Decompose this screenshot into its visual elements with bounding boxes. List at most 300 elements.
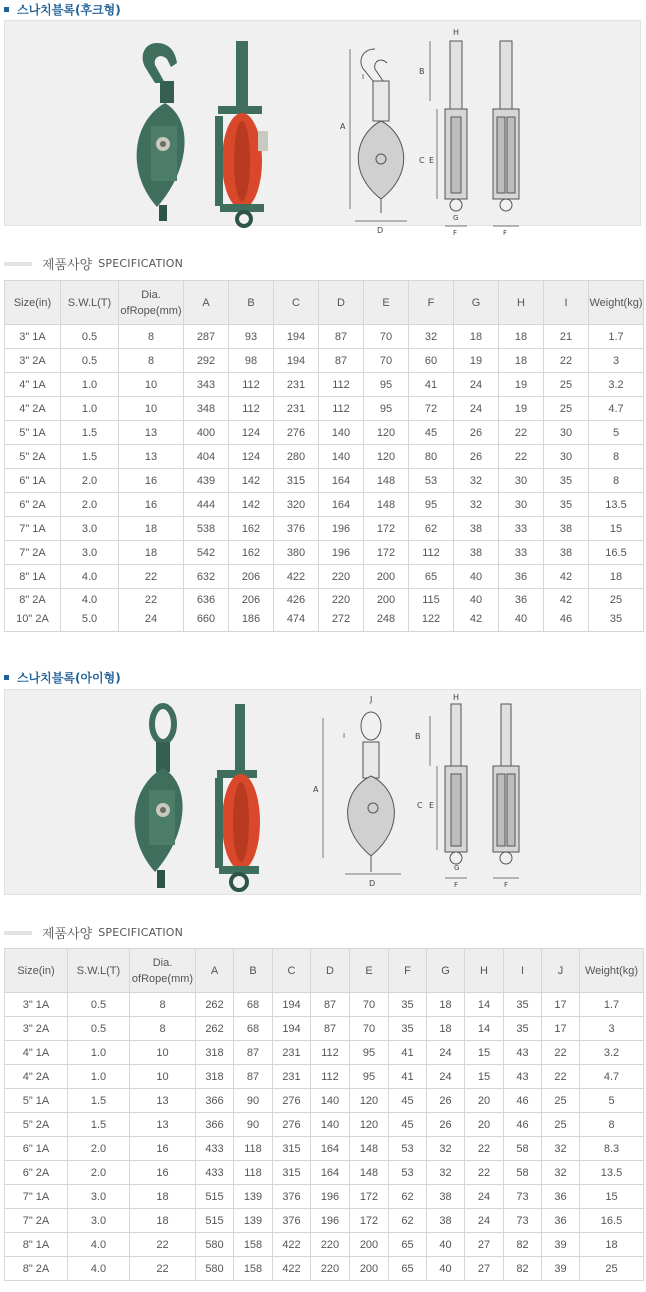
table-cell: 4.0	[61, 565, 119, 589]
table-cell: 124	[229, 421, 274, 445]
table-cell: 1.0	[61, 373, 119, 397]
table-cell: 15	[580, 1185, 644, 1209]
column-header-text: Rope(mm)	[141, 972, 194, 985]
table-cell: 82	[504, 1257, 542, 1281]
table-cell: 40	[454, 565, 499, 589]
table-cell: 158	[234, 1233, 273, 1257]
table-cell: 3" 1A	[5, 993, 68, 1017]
table-cell: 10	[130, 1065, 196, 1089]
table-cell: 5" 2A	[5, 1113, 68, 1137]
hook-spec-table	[4, 280, 644, 632]
spec-heading-ko: 제품사양	[42, 258, 93, 273]
column-header-text: Size(in)	[17, 964, 55, 977]
table-cell: 220	[319, 565, 364, 589]
table-cell: 32	[454, 469, 499, 493]
table-cell: 32	[542, 1161, 580, 1185]
table-cell: 6" 2A	[5, 1161, 68, 1185]
table-cell: 231	[273, 1041, 311, 1065]
table-cell: 422	[274, 565, 319, 589]
table-cell: 13	[119, 445, 184, 469]
table-cell: 2.0	[68, 1137, 130, 1161]
table-cell: 27	[465, 1257, 504, 1281]
table-cell: 4.0	[68, 1233, 130, 1257]
table-cell: 42	[544, 565, 589, 589]
table-cell: 53	[389, 1137, 427, 1161]
table-cell: 1.0	[61, 397, 119, 421]
table-cell: 148	[350, 1161, 389, 1185]
table-cell: 18	[454, 325, 499, 349]
table-cell: 140	[319, 445, 364, 469]
table-cell: 39	[542, 1257, 580, 1281]
column-header	[350, 949, 389, 993]
hook-block-photo-side	[215, 41, 268, 226]
column-header-text: E	[382, 296, 390, 309]
table-cell: 3	[589, 349, 644, 373]
table-cell: 16	[119, 469, 184, 493]
table-cell: 24	[465, 1185, 504, 1209]
column-header-text: F	[404, 964, 411, 977]
table-row	[5, 1137, 644, 1161]
dim-label-A: A	[313, 785, 319, 794]
table-row	[5, 445, 644, 469]
table-cell: 194	[274, 349, 319, 373]
table-cell: 46	[504, 1089, 542, 1113]
table-cell: 1.5	[68, 1113, 130, 1137]
table-row	[5, 993, 644, 1017]
table-cell: 4.0	[68, 1257, 130, 1281]
column-header	[234, 949, 273, 993]
table-cell: 24	[465, 1209, 504, 1233]
table-cell: 18	[427, 993, 465, 1017]
column-header	[544, 281, 589, 325]
table-cell: 315	[273, 1137, 311, 1161]
table-cell: 70	[350, 993, 389, 1017]
table-cell: 8" 2A	[5, 1257, 68, 1281]
column-header	[68, 949, 130, 993]
table-cell: 7" 1A	[5, 1185, 68, 1209]
table-cell: 164	[319, 469, 364, 493]
column-header	[229, 281, 274, 325]
column-header-text: H	[517, 296, 525, 309]
table-cell: 1.7	[580, 993, 644, 1017]
eye-spec-table	[4, 948, 644, 1281]
dim-label-D: D	[369, 879, 376, 888]
table-cell: 8	[589, 445, 644, 469]
column-header-text: F	[427, 296, 435, 309]
table-cell: 172	[350, 1185, 389, 1209]
table-cell: 4.7	[580, 1065, 644, 1089]
table-cell: 3	[580, 1017, 644, 1041]
table-cell: 22	[499, 421, 544, 445]
table-cell: 87	[319, 349, 364, 373]
column-header-text: (kg)	[619, 964, 638, 977]
table-cell: 58	[504, 1161, 542, 1185]
table-cell: 7" 1A	[5, 517, 61, 541]
table-cell-line: 8" 2A	[19, 594, 46, 606]
table-row	[5, 1185, 644, 1209]
table-cell: 343	[184, 373, 229, 397]
table-cell: 17	[542, 993, 580, 1017]
table-cell: 10	[130, 1041, 196, 1065]
table-cell	[5, 589, 61, 632]
table-cell: 3" 2A	[5, 349, 61, 373]
table-cell: 22	[465, 1161, 504, 1185]
dim-label-G: G	[454, 864, 460, 872]
table-cell-line: 272	[331, 613, 351, 625]
table-cell: 40	[427, 1257, 465, 1281]
dim-label-A: A	[340, 122, 346, 131]
table-cell: 22	[130, 1257, 196, 1281]
table-cell: 164	[311, 1161, 350, 1185]
table-cell: 87	[311, 993, 350, 1017]
column-header	[130, 949, 196, 993]
table-cell: 3.0	[61, 517, 119, 541]
column-header-text: Weight	[589, 296, 624, 309]
table-cell: 196	[311, 1209, 350, 1233]
column-header-text: B	[249, 964, 257, 977]
table-cell-line: 5.0	[81, 613, 98, 625]
table-cell: 35	[389, 993, 427, 1017]
table-cell: 140	[311, 1089, 350, 1113]
spec-heading-eye	[4, 923, 183, 942]
table-cell: 19	[499, 397, 544, 421]
table-cell: 422	[273, 1257, 311, 1281]
table-cell: 112	[229, 373, 274, 397]
table-cell: 5" 1A	[5, 1089, 68, 1113]
table-cell: 139	[234, 1185, 273, 1209]
table-cell: 139	[234, 1209, 273, 1233]
table-cell: 315	[274, 469, 319, 493]
table-cell-line: 25	[609, 594, 623, 606]
table-cell: 1.0	[68, 1065, 130, 1089]
table-cell: 148	[350, 1137, 389, 1161]
table-cell: 95	[364, 397, 409, 421]
table-cell: 24	[427, 1065, 465, 1089]
table-cell: 112	[229, 397, 274, 421]
table-cell: 439	[184, 469, 229, 493]
hook-dimension-drawing-front	[350, 49, 407, 221]
table-cell: 20	[465, 1089, 504, 1113]
column-header-text: J	[557, 964, 564, 977]
table-cell: 35	[544, 493, 589, 517]
table-cell: 318	[196, 1065, 234, 1089]
table-cell: 22	[119, 565, 184, 589]
table-cell: 13	[119, 421, 184, 445]
column-header-text: D	[326, 964, 334, 977]
table-cell: 62	[409, 517, 454, 541]
table-cell: 7" 2A	[5, 1209, 68, 1233]
table-cell-line: 42	[469, 613, 483, 625]
column-header	[454, 281, 499, 325]
column-header	[273, 949, 311, 993]
table-row	[5, 349, 644, 373]
table-cell: 18	[427, 1017, 465, 1041]
dim-label-C: C	[419, 156, 425, 165]
table-cell: 542	[184, 541, 229, 565]
table-cell: 1.5	[61, 445, 119, 469]
table-cell: 26	[427, 1113, 465, 1137]
table-row	[5, 1017, 644, 1041]
spec-heading-en: SPECIFICATION	[98, 257, 184, 270]
table-cell: 0.5	[68, 1017, 130, 1041]
table-cell-line: 200	[376, 594, 396, 606]
column-header-text: Size(in)	[13, 296, 52, 309]
table-cell: 38	[544, 517, 589, 541]
table-row	[5, 565, 644, 589]
table-cell: 164	[319, 493, 364, 517]
table-cell	[589, 589, 644, 632]
table-cell: 444	[184, 493, 229, 517]
table-cell: 422	[273, 1233, 311, 1257]
column-header	[119, 281, 184, 325]
table-cell: 5	[589, 421, 644, 445]
table-cell: 15	[589, 517, 644, 541]
table-cell: 80	[409, 445, 454, 469]
table-cell: 22	[130, 1233, 196, 1257]
table-cell: 118	[234, 1137, 273, 1161]
table-cell: 172	[364, 541, 409, 565]
table-cell: 25	[542, 1113, 580, 1137]
table-cell: 32	[454, 493, 499, 517]
column-header	[542, 949, 580, 993]
table-cell: 276	[273, 1089, 311, 1113]
table-cell-line: 4.0	[81, 594, 98, 606]
column-header-text: Weight	[585, 964, 620, 977]
table-cell: 3.0	[61, 541, 119, 565]
column-header-text: Dia. of	[131, 956, 173, 985]
table-cell: 148	[364, 469, 409, 493]
table-cell: 538	[184, 517, 229, 541]
table-cell: 53	[409, 469, 454, 493]
table-cell: 87	[311, 1017, 350, 1041]
table-cell: 200	[350, 1257, 389, 1281]
table-row	[5, 1161, 644, 1185]
dim-label-F: F	[454, 881, 459, 889]
table-cell: 5	[580, 1089, 644, 1113]
table-cell: 40	[427, 1233, 465, 1257]
eye-block-illustration	[5, 690, 642, 896]
column-header-text: A	[202, 296, 210, 309]
column-header-text: G	[471, 296, 481, 309]
table-cell: 16	[130, 1161, 196, 1185]
table-cell: 24	[427, 1041, 465, 1065]
table-cell: 30	[544, 445, 589, 469]
table-cell: 45	[389, 1113, 427, 1137]
table-cell: 8	[119, 349, 184, 373]
table-cell: 39	[542, 1233, 580, 1257]
table-cell	[364, 589, 409, 632]
table-cell: 38	[454, 517, 499, 541]
table-row	[5, 517, 644, 541]
table-cell: 580	[196, 1257, 234, 1281]
column-header-text: D	[337, 296, 345, 309]
table-cell-line: 42	[559, 594, 573, 606]
table-cell: 172	[350, 1209, 389, 1233]
table-cell: 2.0	[61, 493, 119, 517]
table-cell	[409, 589, 454, 632]
table-cell: 118	[234, 1161, 273, 1185]
column-header	[465, 949, 504, 993]
table-cell-line: 474	[286, 613, 306, 625]
table-cell: 4" 2A	[5, 397, 61, 421]
table-cell: 515	[196, 1185, 234, 1209]
table-row	[5, 1065, 644, 1089]
table-cell: 19	[454, 349, 499, 373]
table-cell	[499, 589, 544, 632]
table-cell: 8	[130, 1017, 196, 1041]
table-cell: 68	[234, 1017, 273, 1041]
table-cell: 1.5	[61, 421, 119, 445]
table-cell: 120	[364, 445, 409, 469]
table-cell: 315	[273, 1161, 311, 1185]
table-cell-line: 10" 2A	[16, 613, 49, 625]
column-header	[274, 281, 319, 325]
table-cell: 3.2	[580, 1041, 644, 1065]
table-cell: 14	[465, 1017, 504, 1041]
table-cell: 196	[319, 541, 364, 565]
table-cell: 65	[409, 565, 454, 589]
table-cell: 6" 1A	[5, 1137, 68, 1161]
table-cell: 120	[364, 421, 409, 445]
table-cell	[454, 589, 499, 632]
dim-label-B: B	[419, 67, 425, 76]
table-cell	[184, 589, 229, 632]
table-cell: 8" 1A	[5, 565, 61, 589]
table-cell: 18	[119, 517, 184, 541]
column-header-text: Rope(mm)	[129, 304, 182, 317]
table-cell: 46	[504, 1113, 542, 1137]
dim-label-J: J	[370, 695, 373, 704]
dim-label-D: D	[377, 226, 384, 235]
table-cell: 35	[504, 1017, 542, 1041]
table-cell: 4" 1A	[5, 1041, 68, 1065]
table-cell: 2.0	[61, 469, 119, 493]
table-cell: 318	[196, 1041, 234, 1065]
table-row	[5, 469, 644, 493]
table-row	[5, 1113, 644, 1137]
table-cell: 112	[311, 1041, 350, 1065]
column-header	[364, 281, 409, 325]
table-cell: 8.3	[580, 1137, 644, 1161]
table-cell: 65	[389, 1233, 427, 1257]
table-cell: 25	[580, 1257, 644, 1281]
table-cell: 5" 1A	[5, 421, 61, 445]
table-cell: 32	[427, 1137, 465, 1161]
table-cell: 7" 2A	[5, 541, 61, 565]
table-cell: 95	[350, 1065, 389, 1089]
eye-block-photo-side	[215, 704, 260, 890]
bullet-square-icon	[4, 7, 9, 12]
table-cell: 376	[273, 1185, 311, 1209]
table-cell: 18	[130, 1185, 196, 1209]
table-cell: 22	[544, 349, 589, 373]
column-header	[409, 281, 454, 325]
table-cell	[229, 589, 274, 632]
table-cell: 6" 1A	[5, 469, 61, 493]
table-cell: 36	[542, 1209, 580, 1233]
table-cell: 33	[499, 541, 544, 565]
table-cell: 3.0	[68, 1185, 130, 1209]
column-header-text: G	[441, 964, 450, 977]
column-header	[589, 281, 644, 325]
table-cell: 404	[184, 445, 229, 469]
table-cell: 38	[454, 541, 499, 565]
table-cell: 366	[196, 1113, 234, 1137]
table-cell: 95	[409, 493, 454, 517]
table-cell: 206	[229, 565, 274, 589]
table-cell: 4.7	[589, 397, 644, 421]
table-cell-line: 636	[196, 594, 216, 606]
table-cell: 22	[542, 1065, 580, 1089]
table-cell: 1.5	[68, 1089, 130, 1113]
table-cell: 95	[364, 373, 409, 397]
table-cell: 20	[465, 1113, 504, 1137]
table-cell: 8" 1A	[5, 1233, 68, 1257]
table-cell: 200	[364, 565, 409, 589]
heading-bar-decoration	[4, 262, 32, 266]
table-cell: 33	[499, 517, 544, 541]
table-cell: 2.0	[68, 1161, 130, 1185]
table-cell: 70	[364, 325, 409, 349]
table-cell: 8	[130, 993, 196, 1017]
table-cell: 376	[274, 517, 319, 541]
table-cell: 87	[234, 1065, 273, 1089]
table-cell: 140	[319, 421, 364, 445]
table-cell: 8	[119, 325, 184, 349]
table-row	[5, 1041, 644, 1065]
table-cell: 19	[499, 373, 544, 397]
table-cell-line: 220	[331, 594, 351, 606]
table-cell: 3" 2A	[5, 1017, 68, 1041]
table-cell: 38	[427, 1185, 465, 1209]
table-cell: 17	[542, 1017, 580, 1041]
column-header-text: (kg)	[623, 296, 643, 309]
table-cell: 124	[229, 445, 274, 469]
table-cell: 262	[196, 993, 234, 1017]
table-cell: 25	[544, 397, 589, 421]
table-cell: 41	[389, 1065, 427, 1089]
table-cell-line: 36	[514, 594, 528, 606]
table-cell: 142	[229, 469, 274, 493]
table-cell: 82	[504, 1233, 542, 1257]
table-cell: 98	[229, 349, 274, 373]
table-cell: 16	[119, 493, 184, 517]
table-cell: 41	[409, 373, 454, 397]
table-cell: 18	[119, 541, 184, 565]
column-header	[61, 281, 119, 325]
table-cell: 38	[544, 541, 589, 565]
table-cell: 45	[389, 1089, 427, 1113]
table-cell: 164	[311, 1137, 350, 1161]
eye-dimension-drawing-side	[430, 704, 519, 878]
table-row	[5, 493, 644, 517]
table-cell	[119, 589, 184, 632]
hook-block-photo-front	[137, 43, 185, 221]
table-cell: 172	[364, 517, 409, 541]
table-cell: 5" 2A	[5, 445, 61, 469]
table-cell: 73	[504, 1209, 542, 1233]
table-cell: 90	[234, 1113, 273, 1137]
table-cell: 280	[274, 445, 319, 469]
table-cell: 14	[465, 993, 504, 1017]
table-cell: 22	[465, 1137, 504, 1161]
table-cell: 220	[311, 1257, 350, 1281]
table-cell: 25	[544, 373, 589, 397]
table-cell: 158	[234, 1257, 273, 1281]
table-cell: 24	[454, 373, 499, 397]
table-cell: 287	[184, 325, 229, 349]
table-cell: 18	[589, 565, 644, 589]
